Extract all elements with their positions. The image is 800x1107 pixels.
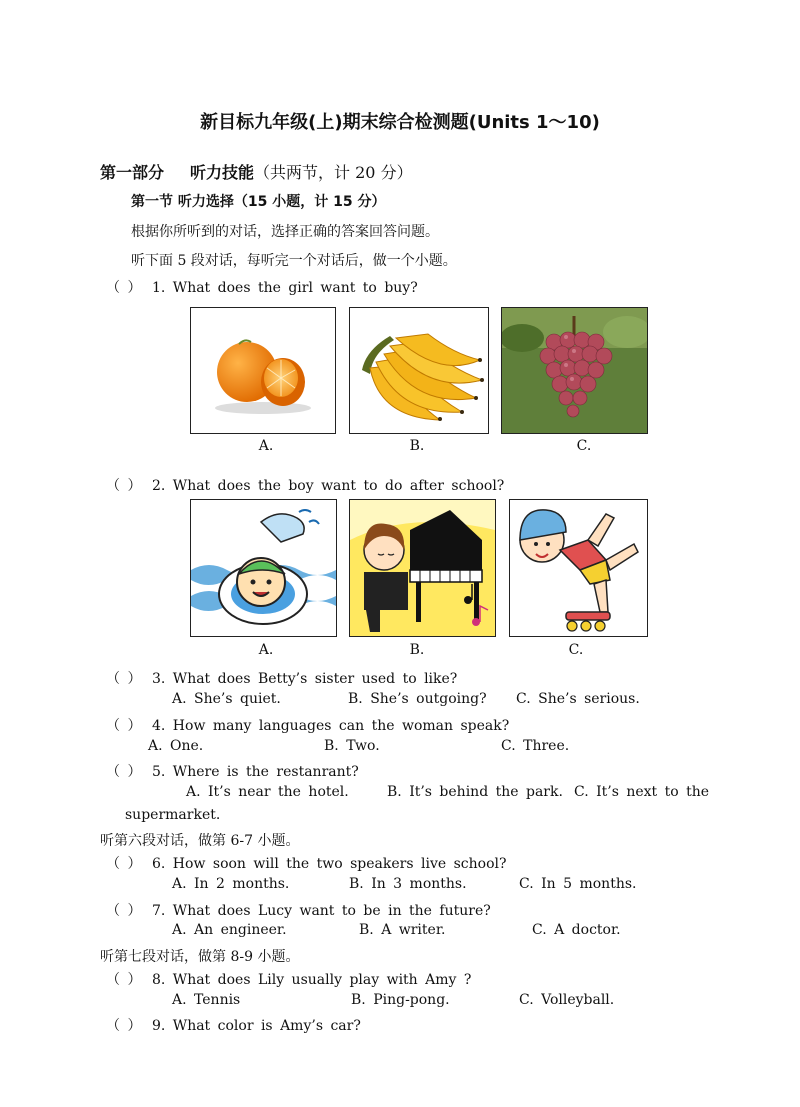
question-text: 6. How soon will the two speakers live school? — [152, 856, 507, 872]
option-a[interactable]: A. In 2 months. — [172, 876, 290, 892]
option-image-a[interactable] — [190, 307, 336, 434]
banana-icon — [350, 308, 488, 433]
question-text: 7. What does Lucy want to be in the future? — [152, 903, 491, 919]
option-b[interactable]: B. A writer. — [359, 922, 446, 938]
dialogue-instruction: 听第七段对话，做第 8-9 小题。 — [100, 949, 300, 965]
option-image-c[interactable] — [509, 499, 648, 637]
part-label: 第一部分 — [100, 163, 165, 182]
option-c[interactable]: C. Volleyball. — [519, 992, 615, 1008]
option-label: B. — [409, 438, 425, 454]
option-a[interactable]: A. Tennis — [172, 992, 241, 1008]
question-text: 8. What does Lily usually play with Amy ? — [152, 972, 472, 988]
option-b[interactable]: B. Two. — [324, 738, 380, 754]
option-label: A. — [258, 642, 274, 658]
option-c[interactable]: C. She’s serious. — [516, 691, 640, 707]
question-7 — [106, 900, 491, 920]
option-a[interactable]: A. She’s quiet. — [172, 691, 281, 707]
option-c[interactable]: C. In 5 months. — [519, 876, 637, 892]
part-heading — [100, 160, 413, 183]
question-4 — [106, 715, 509, 735]
question-6 — [106, 853, 506, 873]
part-score: （共两节，计 20 分） — [254, 163, 413, 182]
option-label: B. — [409, 642, 425, 658]
option-label: C. — [576, 438, 592, 454]
option-b[interactable]: B. She’s outgoing? — [348, 691, 487, 707]
option-a[interactable]: A. It’s near the hotel. — [186, 784, 349, 800]
answer-paren[interactable]: （ ） — [106, 718, 142, 734]
option-b[interactable]: B. In 3 months. — [349, 876, 467, 892]
swimming-boy-icon — [191, 500, 336, 636]
question-text: 9. What color is Amy’s car? — [152, 1018, 361, 1034]
answer-paren[interactable]: （ ） — [106, 478, 142, 494]
answer-paren[interactable]: （ ） — [106, 1018, 142, 1034]
question-9 — [106, 1015, 361, 1035]
answer-paren[interactable]: （ ） — [106, 764, 142, 780]
question-text: 5. Where is the restanrant? — [152, 764, 359, 780]
instruction-line: 根据你所听到的对话，选择正确的答案回答问题。 — [131, 224, 439, 240]
page-title: 新目标九年级(上)期末综合检测题(Units 1～10) — [200, 112, 600, 133]
option-image-a[interactable] — [190, 499, 337, 637]
option-label: A. — [258, 438, 274, 454]
option-a[interactable]: A. An engineer. — [172, 922, 287, 938]
question-text: 3. What does Betty’s sister used to like? — [152, 671, 458, 687]
option-c[interactable]: C. It’s next to the — [574, 784, 710, 800]
instruction-line: 听下面 5 段对话，每听完一个对话后，做一个小题。 — [131, 253, 457, 269]
answer-paren[interactable]: （ ） — [106, 972, 142, 988]
question-5 — [106, 761, 359, 781]
question-8 — [106, 969, 471, 989]
answer-paren[interactable]: （ ） — [106, 903, 142, 919]
answer-paren[interactable]: （ ） — [106, 856, 142, 872]
option-label: C. — [568, 642, 584, 658]
option-image-b[interactable] — [349, 499, 496, 637]
part-name: 听力技能 — [190, 163, 255, 182]
question-3 — [106, 668, 457, 688]
option-image-b[interactable] — [349, 307, 489, 434]
option-c[interactable]: C. A doctor. — [532, 922, 621, 938]
option-c[interactable]: C. Three. — [501, 738, 570, 754]
option-c-continuation: supermarket. — [125, 807, 221, 823]
dialogue-instruction: 听第六段对话，做第 6-7 小题。 — [100, 833, 300, 849]
question-1 — [106, 277, 418, 297]
question-text: 2. What does the boy want to do after school? — [152, 478, 505, 494]
answer-paren[interactable]: （ ） — [106, 280, 142, 296]
question-2 — [106, 475, 504, 495]
option-image-c[interactable] — [501, 307, 648, 434]
option-b[interactable]: B. It’s behind the park. — [387, 784, 563, 800]
option-b[interactable]: B. Ping-pong. — [351, 992, 450, 1008]
option-a[interactable]: A. One. — [148, 738, 204, 754]
piano-boy-icon — [350, 500, 495, 636]
skating-boy-icon — [510, 500, 647, 636]
grapes-icon — [502, 308, 647, 433]
answer-paren[interactable]: （ ） — [106, 671, 142, 687]
question-text: 4. How many languages can the woman speak? — [152, 718, 510, 734]
section-heading: 第一节 听力选择（15 小题，计 15 分） — [131, 194, 386, 210]
question-text: 1. What does the girl want to buy? — [152, 280, 418, 296]
orange-icon — [191, 308, 335, 433]
